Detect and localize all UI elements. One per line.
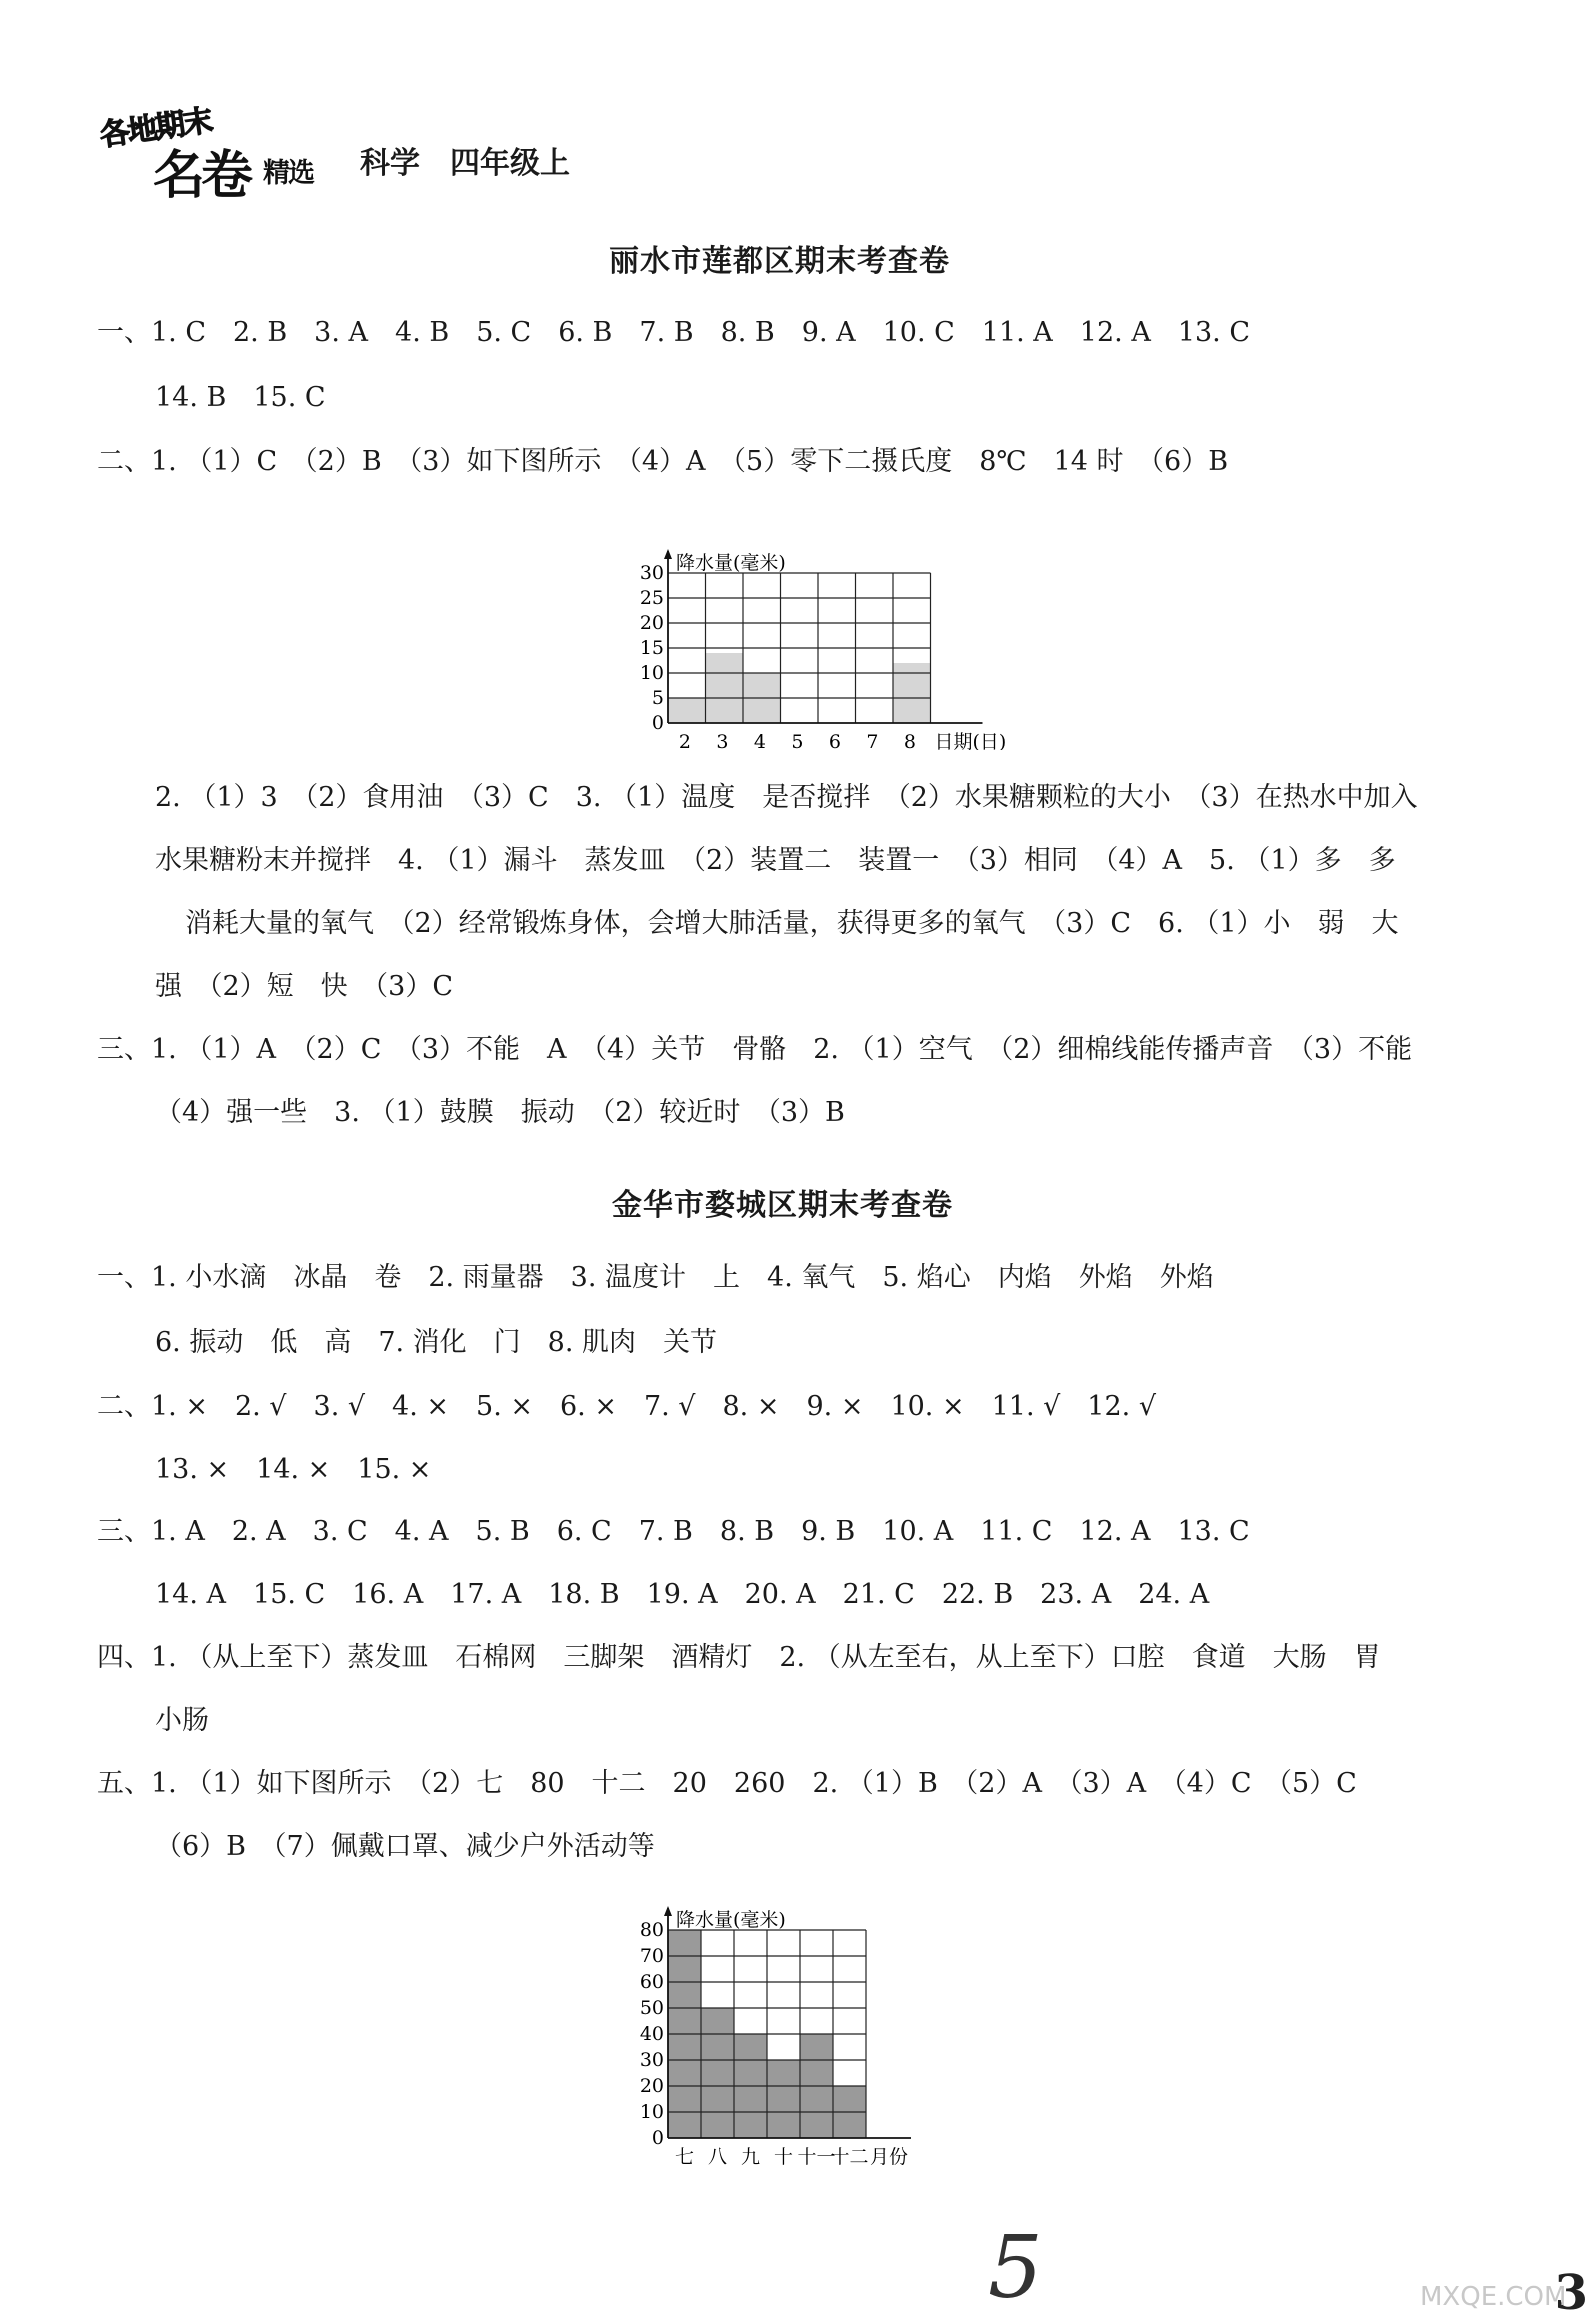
y-tick-label: 40 (639, 2023, 664, 2045)
y-tick-label: 10 (639, 662, 664, 684)
answer-line: 三、1. A 2. A 3. C 4. A 5. B 6. C 7. B 8. B 9. B 10. A 11. C 12. A 13. C (97, 1516, 1250, 1547)
x-tick-label: 十一 (797, 2146, 836, 2168)
chart-bar (706, 653, 744, 723)
answer-line: 13. × 14. × 15. × (155, 1454, 432, 1485)
y-tick-label: 20 (639, 612, 664, 634)
chart-rainfall-days (600, 505, 1040, 750)
answer-line: 一、1. C 2. B 3. A 4. B 5. C 6. B 7. B 8. B 9. A 10. C 11. A 12. A 13. C (97, 317, 1251, 348)
answer-line: 14. B 15. C (155, 382, 326, 413)
answer-line: 一、1. 小水滴 冰晶 卷 2. 雨量器 3. 温度计 上 4. 氧气 5. 焰心 内焰 外焰 外焰 (97, 1262, 1214, 1293)
answer-line: 五、1. （1）如下图所示 （2）七 80 十二 20 260 2. （1）B （2）A （3）A （4）C （5）C (97, 1768, 1357, 1799)
chart-rainfall-months (600, 1880, 1080, 2180)
logo-text-big: 名卷 (153, 146, 250, 206)
answer-line: 小肠 (155, 1705, 209, 1736)
answer-line: 14. A 15. C 16. A 17. A 18. B 19. A 20. A 21. C 22. B 23. A 24. A (155, 1579, 1210, 1610)
series-logo (95, 95, 345, 206)
y-tick-label: 30 (639, 2049, 664, 2071)
answer-line: （6）B （7）佩戴口罩、减少户外活动等 (155, 1831, 655, 1862)
y-tick-label: 20 (639, 2075, 664, 2097)
answer-line: 水果糖粉末并搅拌 4. （1）漏斗 蒸发皿 （2）装置二 装置一 （3）相同 （4）A 5. （1）多 多 (155, 845, 1396, 876)
x-tick-label: 8 (903, 731, 916, 750)
y-tick-label: 70 (639, 1945, 664, 1967)
x-axis-label: 日期(日) (934, 731, 1007, 750)
answer-line: 消耗大量的氧气 （2）经常锻炼身体，会增大肺活量，获得更多的氧气 （3）C 6. （1）小 弱 大 (185, 908, 1399, 939)
x-axis-label: 月份 (870, 2146, 909, 2168)
answer-line: 强 （2）短 快 （3）C (155, 971, 454, 1002)
y-tick-label: 0 (651, 712, 664, 734)
x-tick-label: 6 (828, 731, 841, 750)
answer-line: 三、1. （1）A （2）C （3）不能 A （4）关节 骨骼 2. （1）空气 （2）细棉线能传播声音 （3）不能 (97, 1034, 1413, 1065)
x-tick-label: 7 (866, 731, 879, 750)
y-tick-label: 60 (639, 1971, 664, 1993)
x-tick-label: 九 (740, 2146, 761, 2168)
x-tick-label: 七 (674, 2146, 695, 2168)
answer-line: 6. 振动 低 高 7. 消化 门 8. 肌肉 关节 (155, 1327, 718, 1358)
y-axis-arrow (664, 1906, 672, 1916)
y-tick-label: 10 (639, 2101, 664, 2123)
header-subtitle: 科学 四年级上 (360, 146, 570, 181)
answer-line: 2. （1）3 （2）食用油 （3）C 3. （1）温度 是否搅拌 （2）水果糖颗粒的大小 （3）在热水中加入 (155, 782, 1418, 813)
chart-bar (701, 2008, 734, 2138)
answer-line: （4）强一些 3. （1）鼓膜 振动 （2）较近时 （3）B (155, 1097, 845, 1128)
x-tick-label: 2 (678, 731, 691, 750)
page-number: 3 (1554, 2265, 1588, 2321)
x-tick-label: 十二 (830, 2146, 869, 2168)
logo-text-small: 精选 (263, 158, 313, 189)
x-tick-label: 5 (791, 731, 804, 750)
y-axis-label: 降水量(毫米) (676, 552, 786, 574)
section1-title: 丽水市莲都区期末考查卷 (609, 244, 950, 279)
logo-text-top: 各地期末 (97, 103, 214, 154)
y-tick-label: 80 (639, 1919, 664, 1941)
chart-bar (893, 663, 931, 723)
handwritten-mark: 5 (988, 2218, 1043, 2318)
section2-title: 金华市婺城区期末考查卷 (612, 1188, 953, 1223)
x-tick-label: 十 (773, 2146, 794, 2168)
y-tick-label: 25 (639, 587, 664, 609)
answer-line: 二、1. × 2. √ 3. √ 4. × 5. × 6. × 7. √ 8. × 9. × 10. × 11. √ 12. √ (97, 1391, 1157, 1422)
y-tick-label: 5 (651, 687, 664, 709)
y-axis-label: 降水量(毫米) (676, 1909, 786, 1931)
answer-line: 二、1. （1）C （2）B （3）如下图所示 （4）A （5）零下二摄氏度 8℃ 14 时 （6）B (97, 446, 1229, 477)
x-tick-label: 3 (716, 731, 729, 750)
y-axis-arrow (664, 549, 672, 559)
x-tick-label: 八 (707, 2146, 728, 2168)
x-tick-label: 4 (753, 731, 766, 750)
watermark: MXQE.COM (1420, 2282, 1567, 2312)
y-tick-label: 0 (651, 2127, 664, 2149)
y-tick-label: 30 (639, 562, 664, 584)
chart-bar (767, 2060, 800, 2138)
y-tick-label: 50 (639, 1997, 664, 2019)
answer-line: 四、1. （从上至下）蒸发皿 石棉网 三脚架 酒精灯 2. （从左至右，从上至下）口腔 食道 大肠 胃 (97, 1642, 1381, 1673)
y-tick-label: 15 (639, 637, 664, 659)
chart-bar (668, 698, 706, 723)
